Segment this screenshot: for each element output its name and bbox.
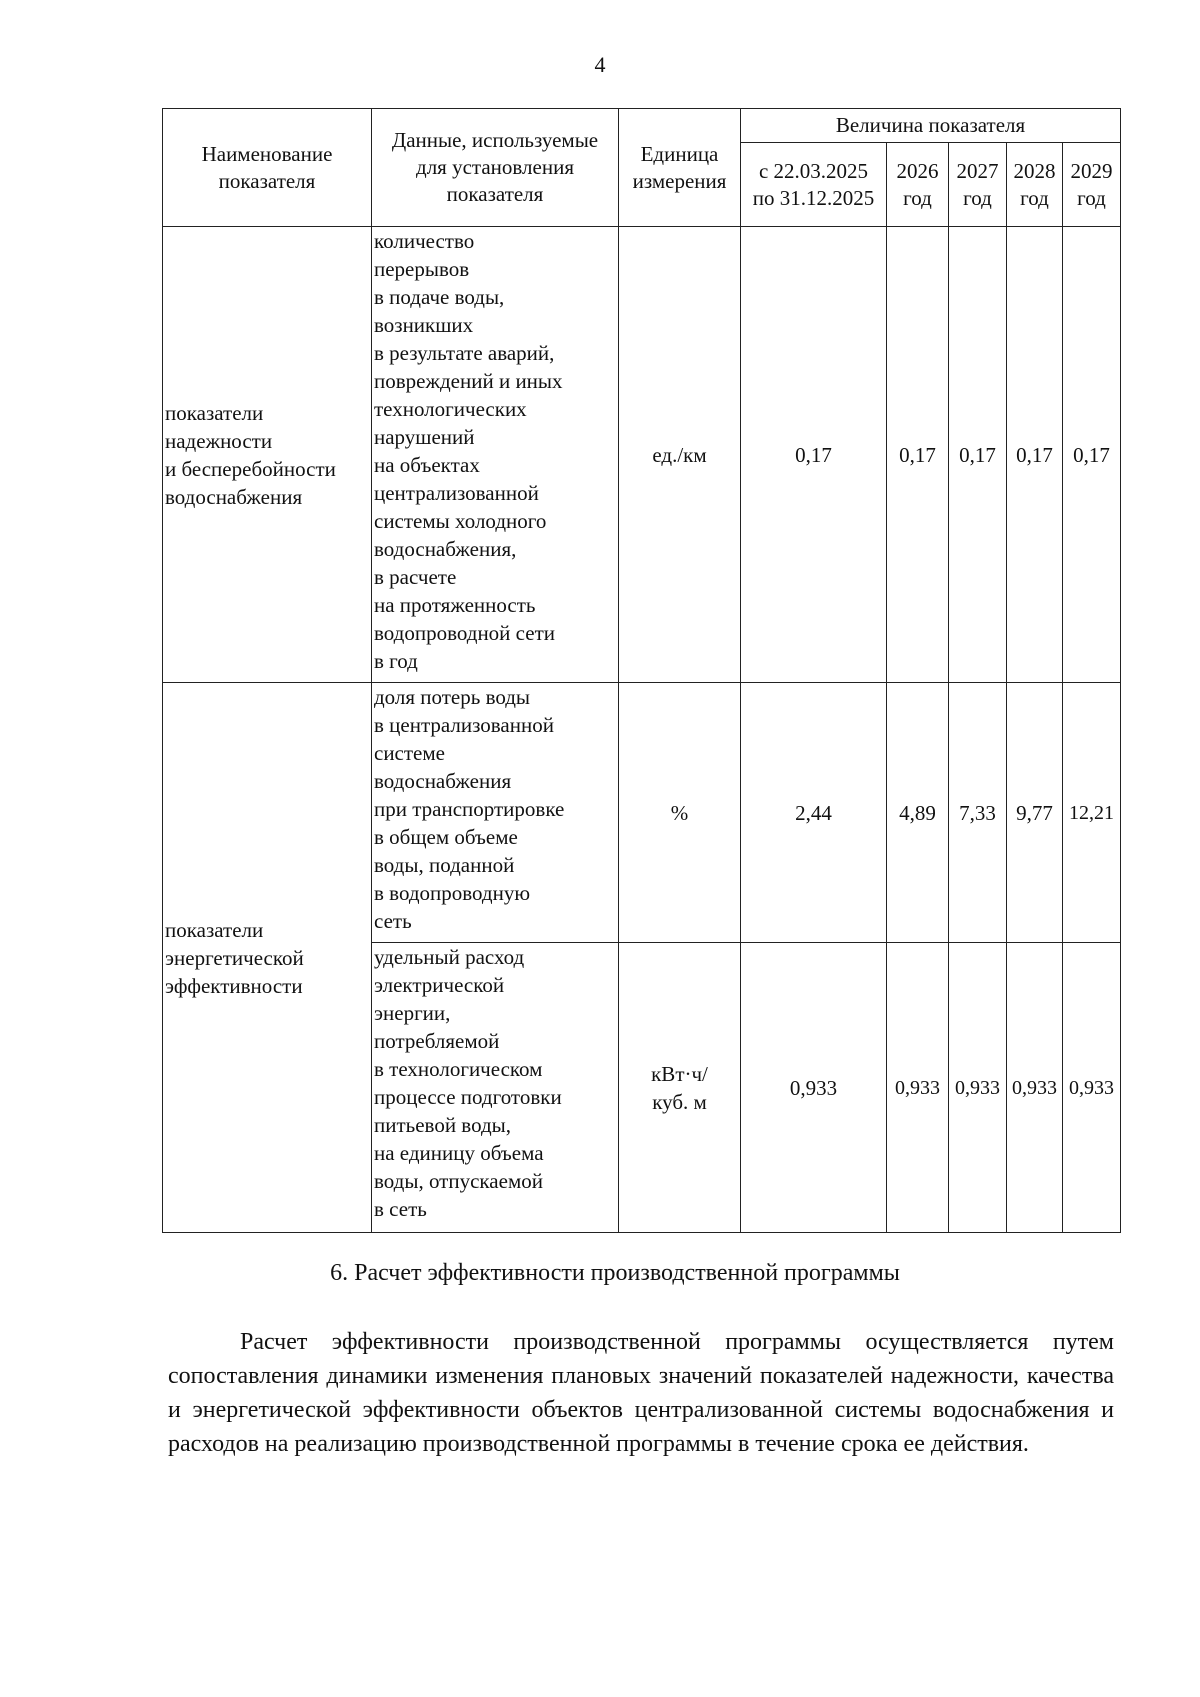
indicator-data-line: сеть bbox=[374, 909, 412, 933]
indicator-data-line: нарушений bbox=[374, 425, 475, 449]
value-cell: 12,21 bbox=[1063, 683, 1121, 943]
indicator-name-line: и бесперебойности bbox=[165, 456, 336, 481]
indicator-data-line: питьевой воды, bbox=[374, 1113, 512, 1137]
header-period: 2028 год bbox=[1007, 143, 1063, 227]
indicator-name-line: водоснабжения bbox=[165, 484, 303, 509]
indicator-data-line: воды, поданной bbox=[374, 853, 515, 877]
value-cell: 0,17 bbox=[741, 227, 887, 683]
indicator-data-line: в год bbox=[374, 649, 418, 673]
section-title: 6. Расчет эффективности производственной программы bbox=[330, 1260, 900, 1286]
header-period: 2027 год bbox=[949, 143, 1007, 227]
unit-line: кВт·ч/ bbox=[651, 1061, 708, 1086]
indicator-data-line: на единицу объема bbox=[374, 1141, 544, 1165]
indicator-data-line: в сеть bbox=[374, 1197, 427, 1221]
unit-line: ед./км bbox=[652, 442, 707, 467]
indicator-data-line: перерывов bbox=[374, 257, 470, 281]
header-period: 2029 год bbox=[1063, 143, 1121, 227]
indicator-name-line: эффективности bbox=[165, 973, 303, 998]
header-value-group: Величина показателя bbox=[741, 109, 1121, 143]
header-data: Данные, используемые для установления показателя bbox=[372, 109, 619, 227]
indicator-name-line: показатели bbox=[165, 917, 264, 942]
indicator-data-line: системе bbox=[374, 741, 445, 765]
section-paragraph: Расчет эффективности производственной программы осуществляется путем сопоставления динамики изменения плановых значений показателей надежности, качества и энергетической эффективности объектов централизованной системы водоснабжения и расходов на реализацию производственной программы в течение срока ее действия. bbox=[168, 1329, 1114, 1457]
value-cell: 0,17 bbox=[1007, 227, 1063, 683]
indicator-data-line: централизованной bbox=[374, 481, 539, 505]
value-cell: 0,933 bbox=[1007, 943, 1063, 1233]
header-period: с 22.03.2025 по 31.12.2025 bbox=[741, 143, 887, 227]
indicator-data-line: возникших bbox=[374, 313, 474, 337]
indicators-table-body bbox=[163, 227, 1121, 1233]
header-name: Наименование показателя bbox=[163, 109, 372, 227]
indicator-data-cell bbox=[372, 943, 619, 1233]
value-cell: 2,44 bbox=[741, 683, 887, 943]
indicator-data-cell bbox=[372, 683, 619, 943]
unit-cell bbox=[619, 943, 741, 1233]
indicator-name-cell bbox=[163, 227, 372, 683]
indicator-data-line: потребляемой bbox=[374, 1029, 500, 1053]
value-cell: 0,933 bbox=[887, 943, 949, 1233]
indicator-data-line: в водопроводную bbox=[374, 881, 531, 905]
value-cell: 0,17 bbox=[1063, 227, 1121, 683]
value-cell: 0,933 bbox=[1063, 943, 1121, 1233]
table-row bbox=[163, 683, 1121, 943]
unit-cell bbox=[619, 683, 741, 943]
indicator-data-line: в технологическом bbox=[374, 1057, 543, 1081]
indicator-data-cell bbox=[372, 227, 619, 683]
indicator-data-line: водоснабжения, bbox=[374, 537, 517, 561]
unit-line: % bbox=[670, 800, 689, 825]
indicator-data-line: количество bbox=[374, 229, 475, 253]
value-cell: 0,933 bbox=[741, 943, 887, 1233]
indicator-data-line: в расчете bbox=[374, 565, 457, 589]
indicator-data-line: в общем объеме bbox=[374, 825, 518, 849]
indicators-table bbox=[162, 108, 1121, 1233]
indicator-data-line: в централизованной bbox=[374, 713, 554, 737]
indicator-data-line: процессе подготовки bbox=[374, 1085, 562, 1109]
value-cell: 0,17 bbox=[949, 227, 1007, 683]
indicator-data-line: удельный расход bbox=[374, 945, 525, 969]
value-cell: 9,77 bbox=[1007, 683, 1063, 943]
indicator-name-line: энергетической bbox=[165, 945, 304, 970]
indicator-data-line: доля потерь воды bbox=[374, 685, 531, 709]
indicator-data-line: системы холодного bbox=[374, 509, 547, 533]
indicator-data-line: водоснабжения bbox=[374, 769, 512, 793]
indicator-data-line: водопроводной сети bbox=[374, 621, 555, 645]
unit-cell bbox=[619, 227, 741, 683]
indicator-name-cell bbox=[163, 683, 372, 1233]
unit-line: куб. м bbox=[652, 1089, 707, 1114]
indicator-data-line: в подаче воды, bbox=[374, 285, 505, 309]
header-unit: Единица измерения bbox=[619, 109, 741, 227]
indicator-name-line: надежности bbox=[165, 428, 273, 453]
indicator-data-line: при транспортировке bbox=[374, 797, 565, 821]
indicator-data-line: в результате аварий, bbox=[374, 341, 555, 365]
table-row bbox=[163, 227, 1121, 683]
indicator-data-line: на объектах bbox=[374, 453, 480, 477]
value-cell: 4,89 bbox=[887, 683, 949, 943]
indicator-data-line: на протяженность bbox=[374, 593, 536, 617]
indicator-data-line: технологических bbox=[374, 397, 527, 421]
indicator-name-line: показатели bbox=[165, 400, 264, 425]
value-cell: 0,17 bbox=[887, 227, 949, 683]
value-cell: 0,933 bbox=[949, 943, 1007, 1233]
indicator-data-line: воды, отпускаемой bbox=[374, 1169, 543, 1193]
page-number: 4 bbox=[594, 52, 606, 77]
header-period: 2026 год bbox=[887, 143, 949, 227]
indicator-data-line: электрической bbox=[374, 973, 505, 997]
indicator-data-line: энергии, bbox=[374, 1001, 451, 1025]
indicator-data-line: повреждений и иных bbox=[374, 369, 563, 393]
value-cell: 7,33 bbox=[949, 683, 1007, 943]
